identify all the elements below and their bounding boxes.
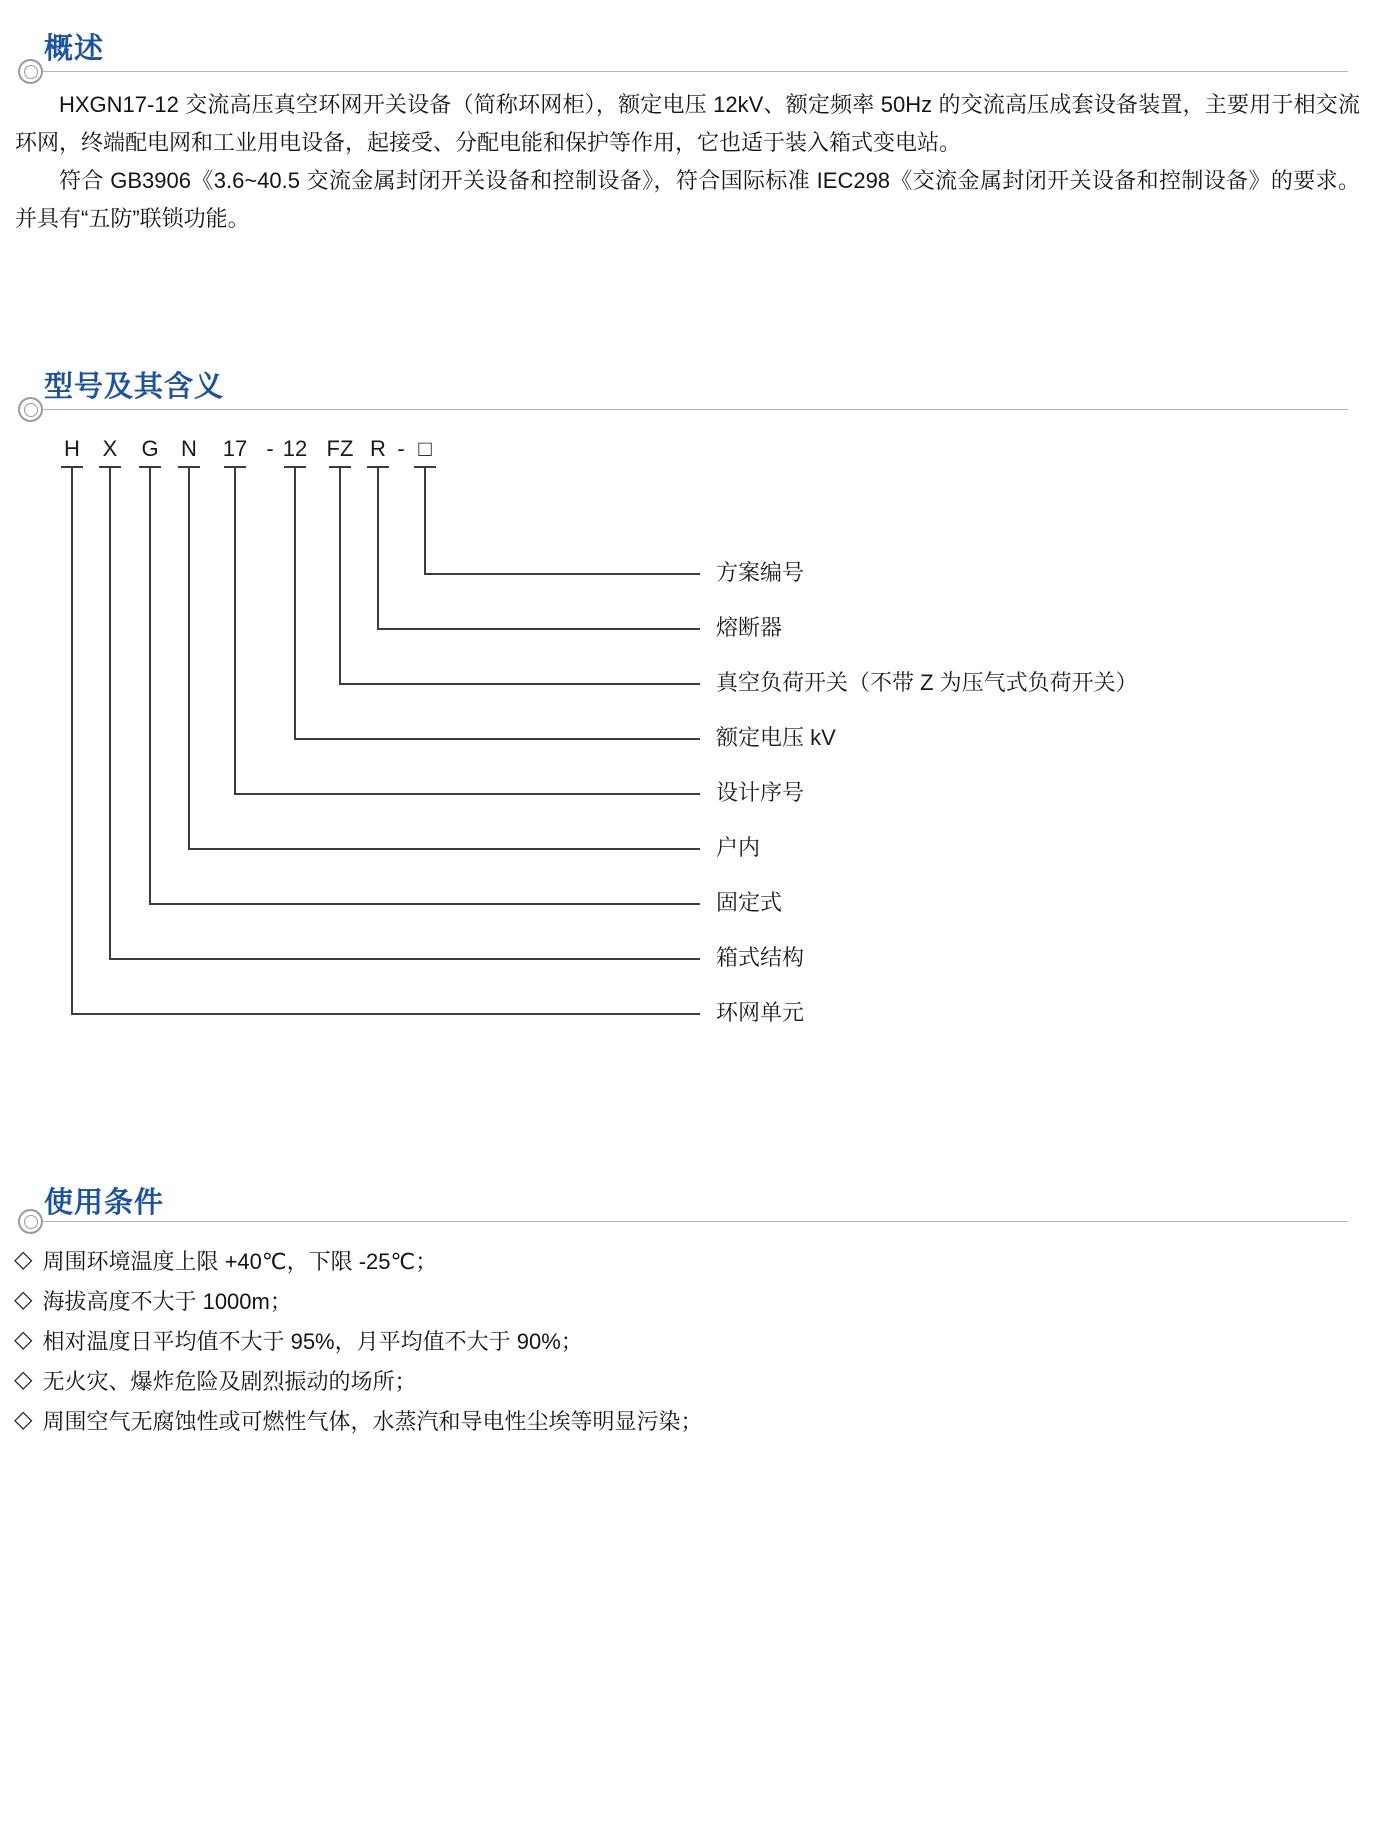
diagram-leader-line [188, 848, 700, 850]
diagram-leader-line [424, 468, 426, 573]
diagram-label: 环网单元 [716, 1000, 805, 1025]
model-code-box-part: □ [418, 436, 432, 461]
diamond-bullet-icon: ◇ [14, 1326, 33, 1353]
model-code-separator: - [266, 436, 274, 461]
diamond-bullet-icon: ◇ [14, 1366, 33, 1393]
ring-inner-icon [24, 403, 38, 417]
diagram-leader-line [377, 628, 700, 630]
diagram-label: 固定式 [716, 890, 783, 915]
diagram-leader-line [71, 1013, 700, 1015]
diagram-leader-line [339, 468, 341, 683]
diamond-bullet-icon: ◇ [14, 1246, 33, 1273]
section-divider [30, 71, 1348, 72]
model-code-part: H [64, 436, 80, 461]
diagram-leader-line [109, 468, 111, 958]
model-code-part: R [370, 436, 386, 461]
condition-item [14, 1320, 1359, 1360]
section-divider [30, 409, 1348, 410]
model-code-part: FZ [326, 436, 354, 461]
diagram-leader-line [234, 793, 700, 795]
ring-bullet-icon [18, 397, 43, 422]
condition-text: 相对温度日平均值不大于 95%，月平均值不大于 90%； [42, 1328, 583, 1354]
diagram-label: 真空负荷开关（不带 Z 为压气式负荷开关） [716, 670, 1138, 695]
diagram-leader-line [424, 573, 700, 575]
ring-bullet-icon [18, 1209, 43, 1234]
diagram-label: 额定电压 kV [716, 725, 836, 750]
diagram-label: 熔断器 [716, 615, 783, 640]
diagram-leader-line [149, 903, 700, 905]
conditions-list [14, 1240, 1359, 1440]
model-code-part: X [102, 436, 118, 461]
overview-paragraph: 符合 GB3906《3.6~40.5 交流金属封闭开关设备和控制设备》，符合国际标准 IEC298《交流金属封闭开关设备和控制设备》的要求。并具有“五防”联锁功能。 [15, 168, 1360, 231]
condition-item [14, 1400, 1359, 1440]
condition-item [14, 1360, 1359, 1400]
model-code-part: 17 [222, 436, 248, 461]
overview-paragraph: HXGN17-12 交流高压真空环网开关设备（简称环网柜），额定电压 12kV、额定频率 50Hz 的交流高压成套设备装置，主要用于相交流环网，终端配电网和工业用电设备，起接受、分配电能和保护等作用，它也适于装入箱式变电站。 [15, 92, 1360, 155]
condition-text: 周围环境温度上限 +40℃，下限 -25℃； [42, 1248, 438, 1274]
diamond-bullet-icon: ◇ [14, 1286, 33, 1313]
diagram-leader-line [188, 468, 190, 848]
section-title-model: 型号及其含义 [44, 371, 225, 403]
diagram-leader-line [339, 683, 700, 685]
model-code-part: N [181, 436, 197, 461]
diagram-leader-line [149, 468, 151, 903]
ring-inner-icon [24, 1215, 38, 1229]
condition-text: 周围空气无腐蚀性或可燃性气体，水蒸汽和导电性尘埃等明显污染； [42, 1408, 703, 1434]
diagram-label: 户内 [716, 835, 761, 860]
diagram-leader-line [109, 958, 700, 960]
diagram-leader-line [294, 738, 700, 740]
diagram-leader-line [377, 468, 379, 628]
diagram-label: 设计序号 [716, 780, 805, 805]
ring-bullet-icon [18, 59, 43, 84]
diagram-leader-line [71, 468, 73, 1013]
diamond-bullet-icon: ◇ [14, 1406, 33, 1433]
model-code-part: 12 [282, 436, 308, 461]
condition-text: 海拔高度不大于 1000m； [42, 1288, 292, 1314]
section-divider [30, 1221, 1348, 1222]
diagram-label: 方案编号 [716, 560, 805, 585]
condition-text: 无火灾、爆炸危险及剧烈振动的场所； [42, 1368, 417, 1394]
section-title-conditions: 使用条件 [44, 1187, 165, 1219]
diagram-leader-line [234, 468, 236, 793]
condition-item [14, 1280, 1359, 1320]
model-code-part: G [141, 436, 159, 461]
condition-item [14, 1240, 1359, 1280]
ring-inner-icon [24, 65, 38, 79]
model-code-separator: - [397, 436, 405, 461]
section-title-overview: 概述 [44, 33, 105, 65]
overview-body [15, 86, 1360, 238]
diagram-leader-line [294, 468, 296, 738]
diagram-label: 箱式结构 [716, 945, 805, 970]
